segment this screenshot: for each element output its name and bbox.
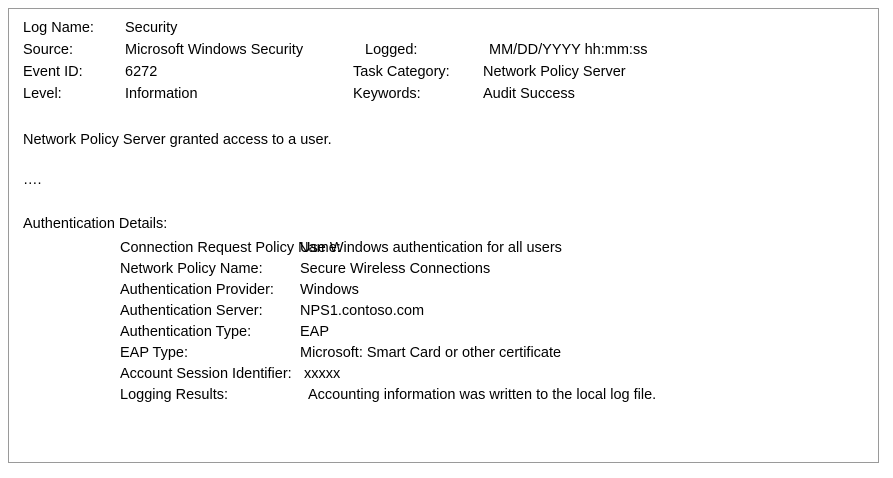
event-details-content (9, 9, 878, 409)
logging-results-label: Logging Results: (120, 387, 229, 403)
detail-row (23, 262, 864, 283)
logging-results-value: Accounting information was written to the local log file. (308, 387, 657, 403)
event-header-row (23, 65, 864, 87)
event-header-row (23, 43, 864, 65)
network-policy-name-label: Network Policy Name: (120, 261, 263, 277)
logged-label: Logged: (365, 42, 418, 58)
authentication-details-list (23, 241, 864, 409)
event-header-row (23, 87, 864, 109)
level-label: Level: (23, 86, 62, 102)
event-ellipsis: …. (23, 172, 42, 188)
level-value: Information (125, 86, 198, 102)
connection-request-policy-name-value: Use Windows authentication for all users (300, 240, 562, 256)
detail-row (23, 283, 864, 304)
account-session-identifier-label: Account Session Identifier: (120, 366, 292, 382)
detail-row (23, 325, 864, 346)
source-label: Source: (23, 42, 73, 58)
log-name-label: Log Name: (23, 20, 94, 36)
detail-row (23, 241, 864, 262)
network-policy-name-value: Secure Wireless Connections (300, 261, 491, 277)
task-category-value: Network Policy Server (483, 64, 626, 80)
eap-type-value: Microsoft: Smart Card or other certificate (300, 345, 562, 361)
logged-value: MM/DD/YYYY hh:mm:ss (489, 42, 648, 58)
connection-request-policy-name-label: Connection Request Policy Name: (120, 240, 341, 256)
task-category-label: Task Category: (353, 64, 450, 80)
eap-type-label: EAP Type: (120, 345, 188, 361)
event-header-row (23, 21, 864, 43)
authentication-provider-label: Authentication Provider: (120, 282, 274, 298)
event-description: Network Policy Server granted access to a user. (23, 132, 332, 148)
detail-row (23, 304, 864, 325)
event-details-panel (8, 8, 879, 463)
authentication-provider-value: Windows (300, 282, 359, 298)
authentication-type-label: Authentication Type: (120, 324, 252, 340)
event-header-block (23, 21, 864, 109)
log-name-value: Security (125, 20, 178, 36)
authentication-type-value: EAP (300, 324, 330, 340)
detail-row (23, 367, 864, 388)
event-id-label: Event ID: (23, 64, 83, 80)
detail-row (23, 388, 864, 409)
keywords-label: Keywords: (353, 86, 421, 102)
detail-row (23, 346, 864, 367)
account-session-identifier-value: xxxxx (304, 366, 341, 382)
source-value: Microsoft Windows Security (125, 42, 304, 58)
authentication-server-label: Authentication Server: (120, 303, 263, 319)
authentication-details-title: Authentication Details: (23, 216, 168, 232)
authentication-server-value: NPS1.contoso.com (300, 303, 425, 319)
keywords-value: Audit Success (483, 86, 575, 102)
event-id-value: 6272 (125, 64, 158, 80)
